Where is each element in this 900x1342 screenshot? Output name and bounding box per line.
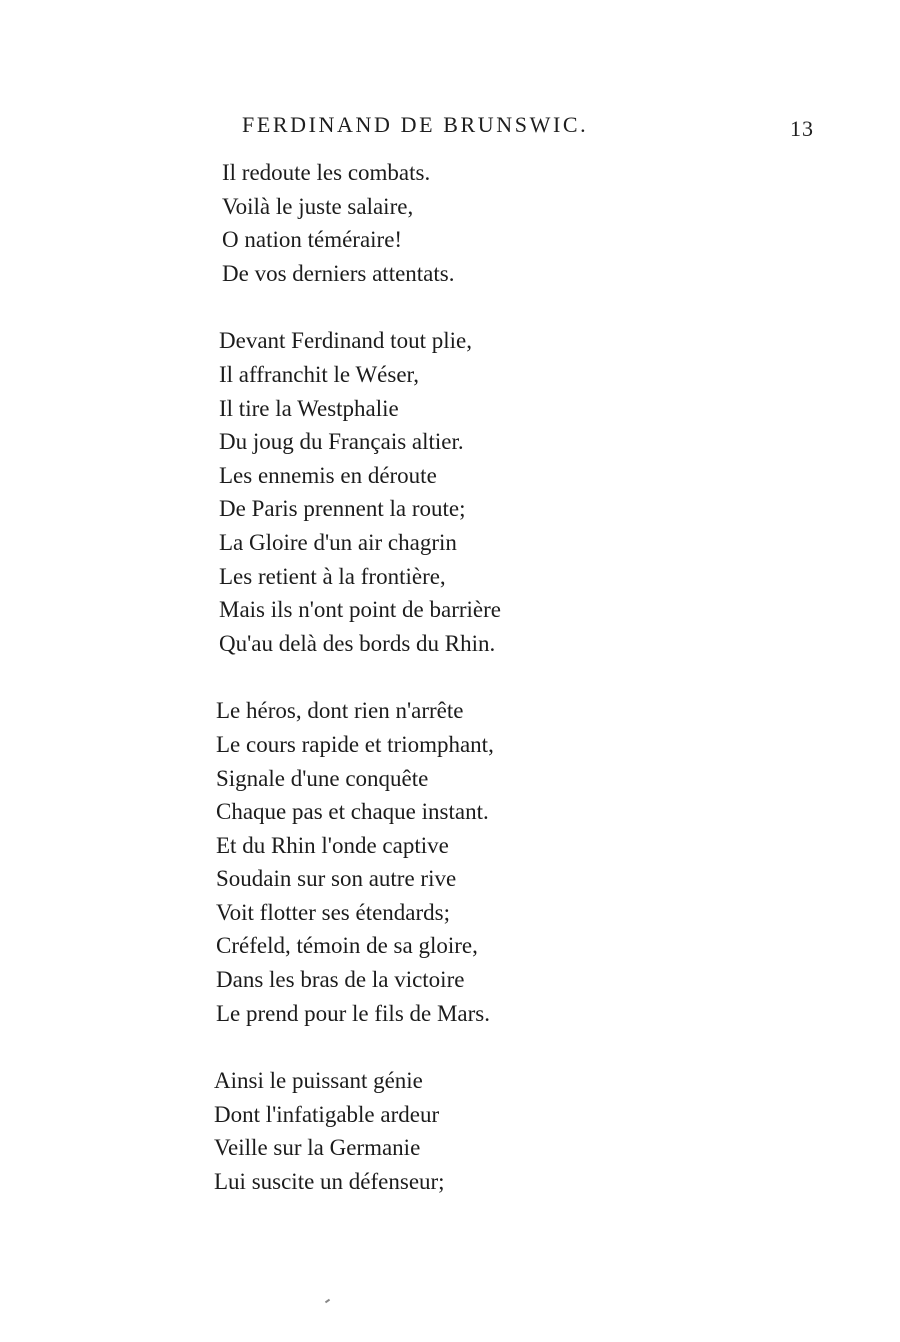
verse-line: La Gloire d'un air chagrin [219,529,457,555]
stanza-1 [214,156,634,290]
stanza-4 [214,1064,634,1198]
verse-line: Dans les bras de la victoire [216,967,465,993]
verse-line: Qu'au delà des bords du Rhin. [219,630,496,656]
verse-line: Soudain sur son autre rive [216,866,457,892]
poem [214,156,634,1233]
verse-line: De vos derniers attentats. [222,260,455,286]
verse-line: Chaque pas et chaque instant. [216,799,489,825]
verse-line: Ainsi le puissant génie [214,1068,423,1094]
stanza-2 [214,324,634,660]
verse-line: Du joug du Français altier. [219,429,464,455]
verse-line: Voilà le juste salaire, [222,193,414,219]
verse-line: Le prend pour le fils de Mars. [216,1000,491,1026]
verse-line: Créfeld, témoin de sa gloire, [216,933,478,959]
verse-line: Lui suscite un défenseur; [214,1169,445,1195]
running-head-title: FERDINAND DE BRUNSWIC. [242,112,589,137]
verse-line: Le héros, dont rien n'arrête [216,698,464,724]
verse-line: O nation téméraire! [222,227,403,253]
verse-line: Veille sur la Germanie [214,1135,421,1161]
verse-line: Il redoute les combats. [222,160,431,185]
verse-line: Et du Rhin l'onde captive [216,832,449,858]
page-number: 13 [790,116,814,141]
verse-line: Voit flotter ses étendards; [216,899,450,925]
verse-line: De Paris prennent la route; [219,496,466,522]
verse-line: Le cours rapide et triomphant, [216,731,494,757]
verse-line: Il tire la Westphalie [219,395,399,421]
verse-line: Il affranchit le Wéser, [219,361,420,387]
stanza-3 [214,694,634,1030]
verse-line: Signale d'une conquête [216,765,429,791]
verse-line: Mais ils n'ont point de barrière [219,597,501,623]
verse-line: Dont l'infatigable ardeur [214,1101,440,1127]
verse-line: Les ennemis en déroute [219,462,437,488]
ink-speck [325,1299,330,1304]
verse-line: Devant Ferdinand tout plie, [219,328,472,354]
verse-line: Les retient à la frontière, [219,563,446,589]
